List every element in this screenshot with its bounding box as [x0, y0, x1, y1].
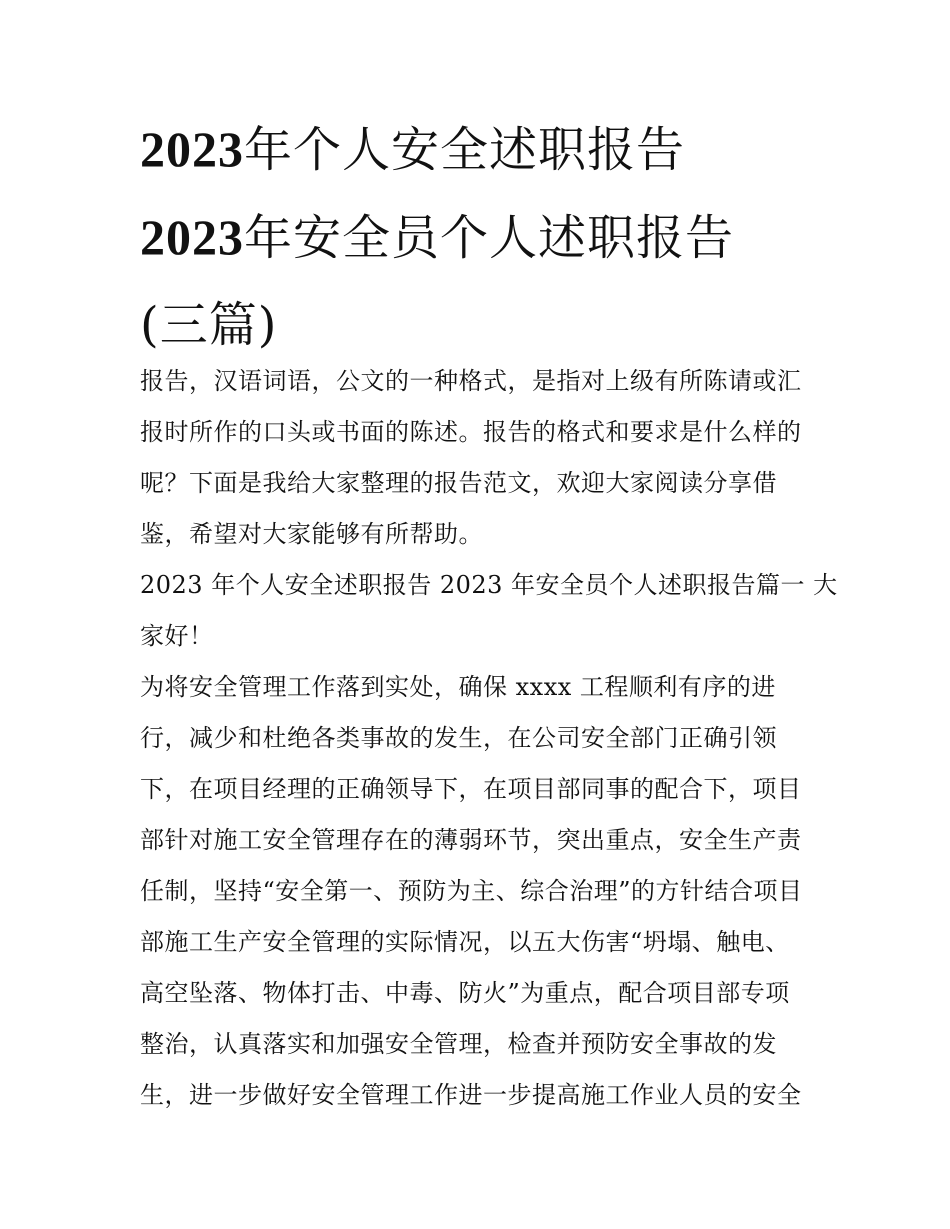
body-line: 行，减少和杜绝各类事故的发生，在公司安全部门正确引领	[140, 724, 777, 752]
body-line: 呢？下面是我给大家整理的报告范文，欢迎大家阅读分享借	[140, 469, 777, 497]
body-line: 任制，坚持“安全第一、预防为主、综合治理”的方针结合项目	[140, 877, 803, 905]
body-line: 2023 年个人安全述职报告 2023 年安全员个人述职报告篇一 大	[140, 571, 838, 599]
body-line: 整治，认真落实和加强安全管理，检查并预防安全事故的发	[140, 1030, 777, 1058]
body-line: 下，在项目经理的正确领导下，在项目部同事的配合下，项目	[140, 775, 802, 803]
title-text: 年个人安全述职报告	[244, 122, 686, 178]
body-line: 生，进一步做好安全管理工作进一步提高施工作业人员的安全	[140, 1081, 802, 1109]
body-line: 报时所作的口头或书面的陈述。报告的格式和要求是什么样的	[140, 418, 802, 446]
body-line: 鉴，希望对大家能够有所帮助。	[140, 520, 483, 548]
body-line: 为将安全管理工作落到实处，确保 xxxx 工程顺利有序的进	[140, 673, 776, 701]
title-line-2	[140, 206, 820, 268]
body-line: 家好！	[140, 622, 214, 650]
body-line: 部针对施工安全管理存在的薄弱环节，突出重点，安全生产责	[140, 826, 802, 854]
title-text: 年安全员个人述职报告	[244, 210, 735, 266]
body-line: 报告，汉语词语，公文的一种格式，是指对上级有所陈请或汇	[140, 367, 802, 395]
body-line: 部施工生产安全管理的实际情况，以五大伤害“坍塌、触电、	[140, 928, 790, 956]
body-line: 高空坠落、物体打击、中毒、防火”为重点，配合项目部专项	[140, 979, 790, 1007]
title-line-1	[140, 118, 820, 180]
title-year: 2023	[140, 209, 244, 265]
title-line-3	[140, 294, 820, 356]
title-year: 2023	[140, 121, 244, 177]
title-text: (三篇)	[140, 297, 278, 353]
document-body	[140, 356, 838, 1121]
document-title	[140, 118, 820, 382]
